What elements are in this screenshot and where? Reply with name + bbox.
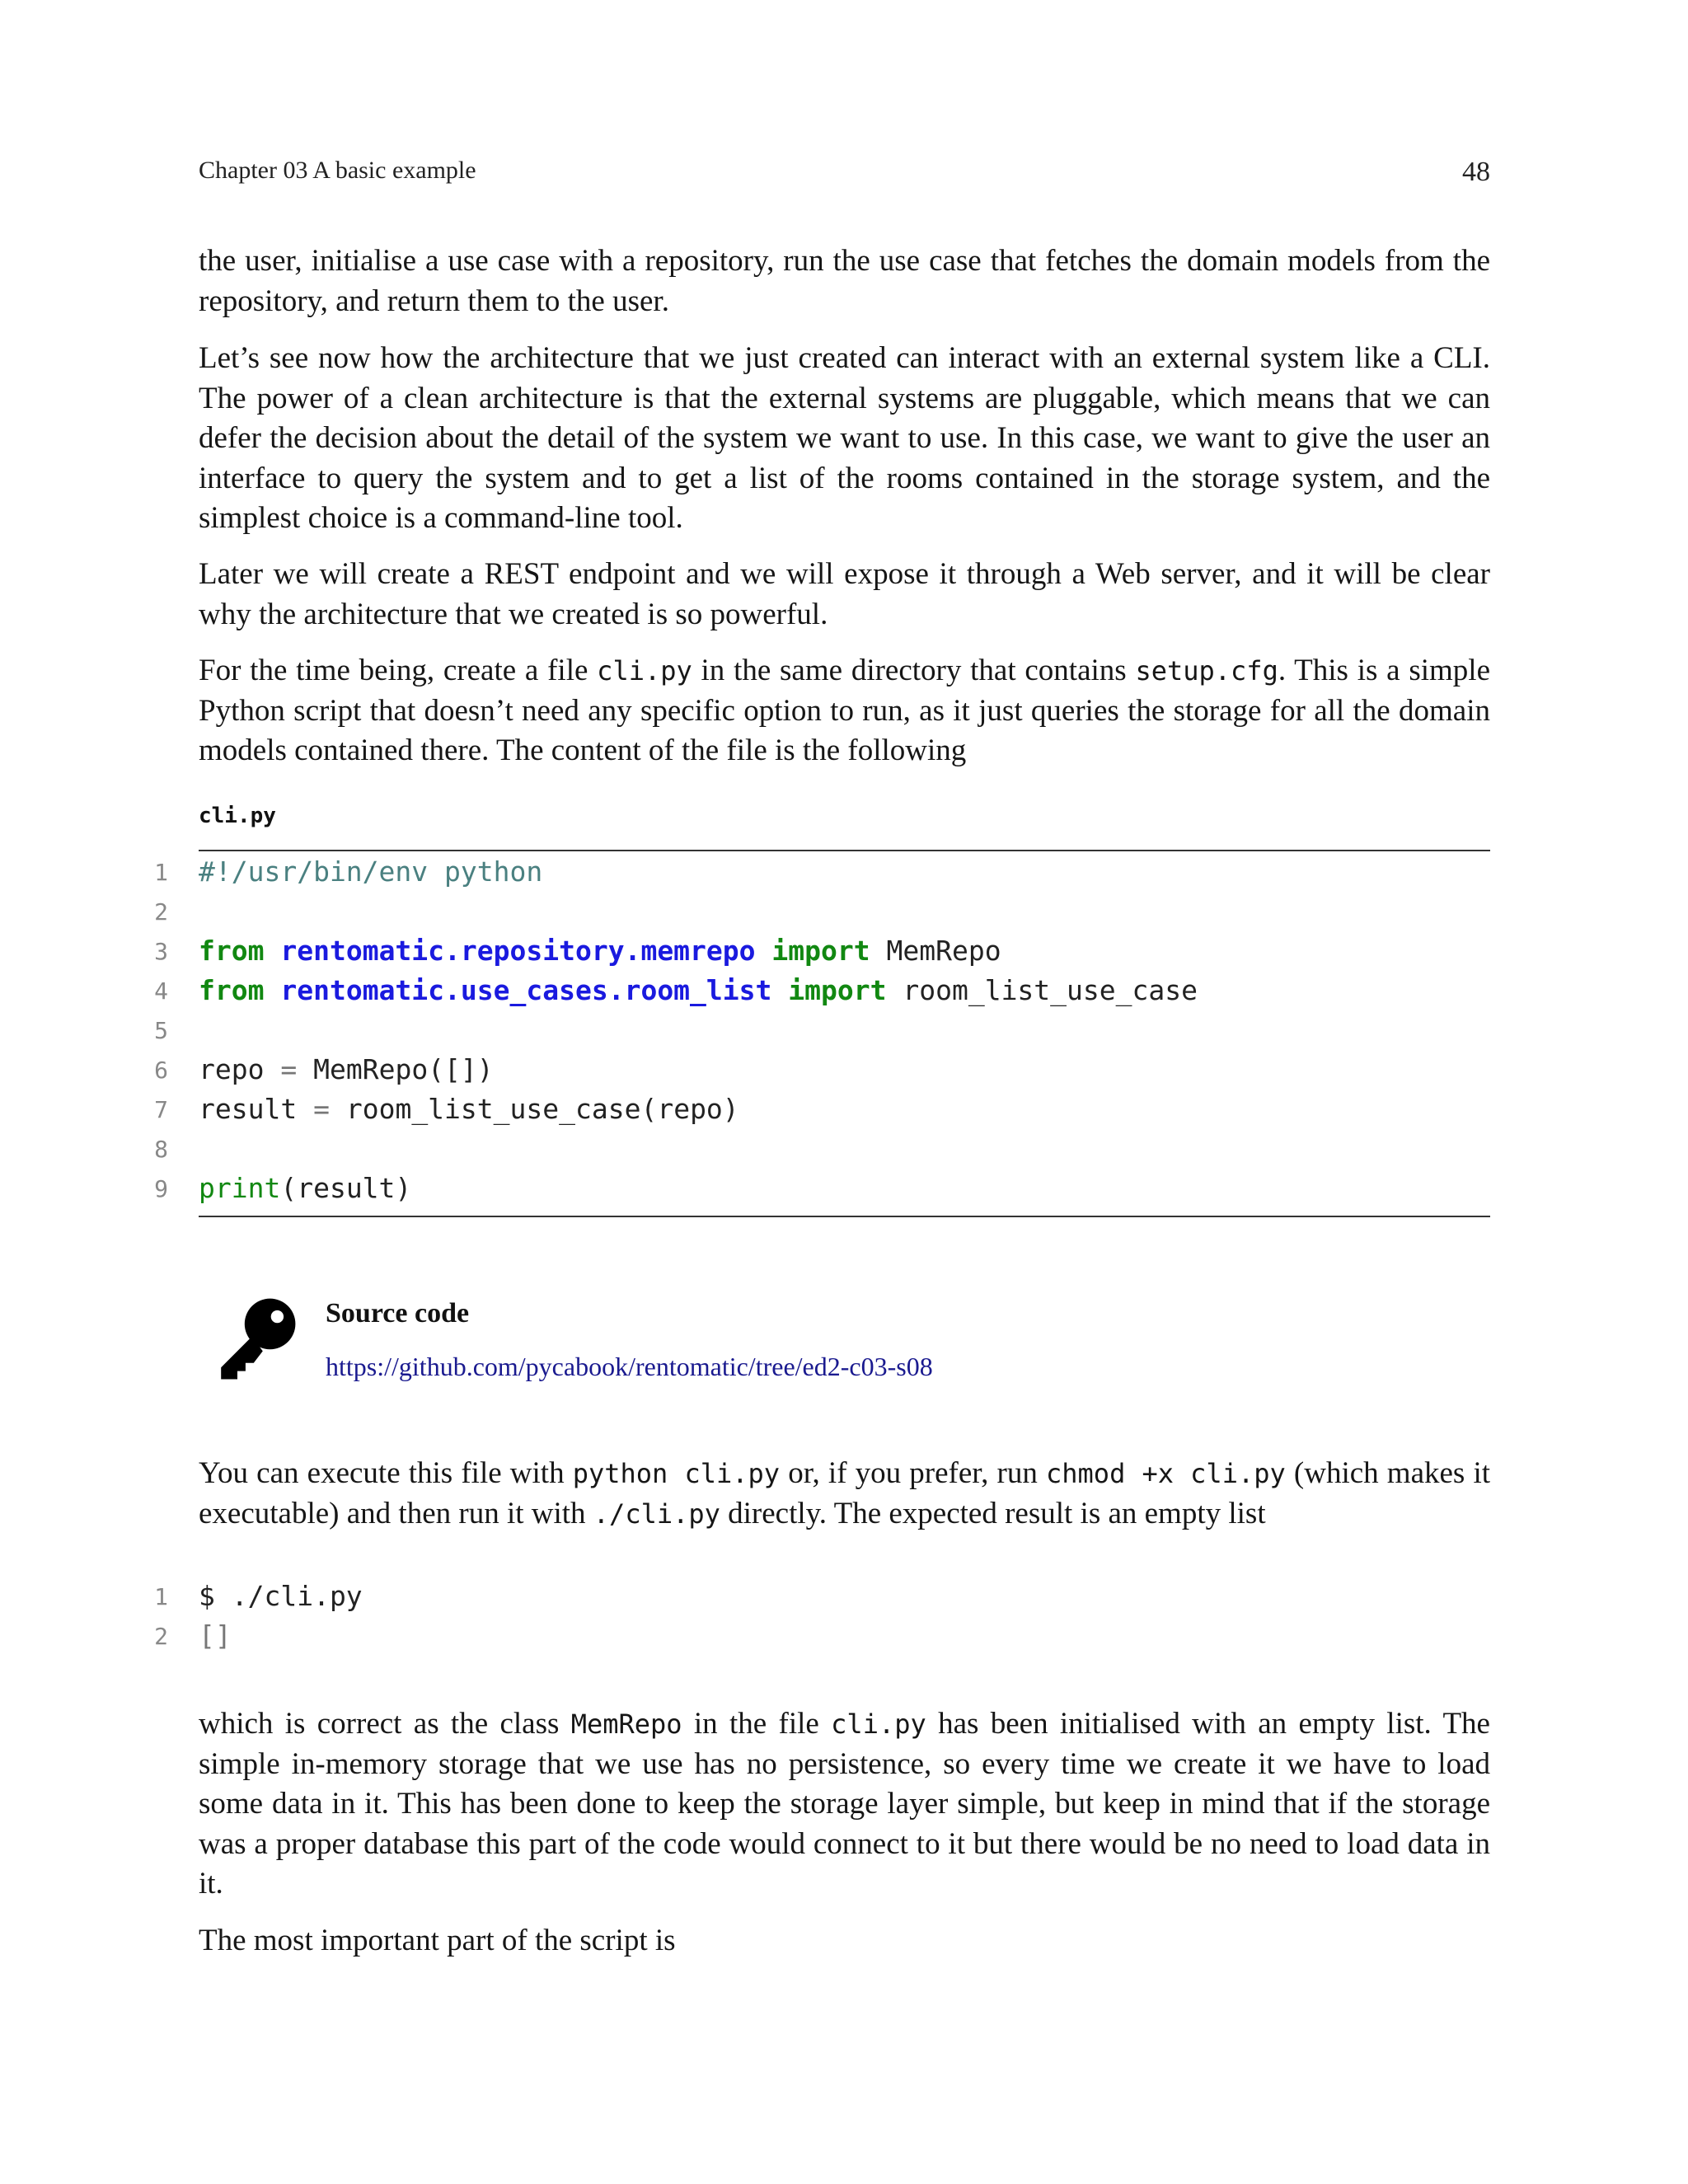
callout-title: Source code [326, 1298, 470, 1329]
paragraph-rest: Later we will create a REST endpoint and we will expose it through a Web server, and it will be clear why the architecture that we created is so powerful. [199, 557, 1490, 631]
line-number: 9 [154, 1175, 168, 1202]
line-number: 5 [154, 1017, 168, 1044]
paragraph-memrepo: which is correct as the class MemRepo in the file cli.py has been initialised with an empty list. The simple in-memory storage that we use has no persistence, so every time we create it we have to load some data in it. This has been done to keep the storage layer simple, but keep in mind that if the storage was a proper database this part of the code would connect to it but there would be no need to load data in it. [199, 1707, 1490, 1900]
line-number: 2 [154, 1623, 168, 1650]
inline-code: cli.py [831, 1708, 926, 1740]
inline-code: python cli.py [572, 1458, 781, 1489]
line-number: 7 [154, 1096, 168, 1123]
code-line [0, 855, 1688, 895]
inline-code: chmod +x cli.py [1046, 1458, 1286, 1489]
paragraph-intro: the user, initialise a use case with a repository, run the use case that fetches the domain models from the repository, and return them to the user. [199, 244, 1490, 318]
code-line: 4 from rentomatic.use_cases.room_list import room_list_use_case [0, 974, 1688, 1014]
paragraph-important: The most important part of the script is [199, 1924, 676, 1957]
code-line: 6 repo = MemRepo([]) [0, 1053, 1688, 1093]
line-number: 3 [154, 938, 168, 965]
inline-code: ./cli.py [593, 1497, 720, 1530]
inline-code: MemRepo [570, 1708, 682, 1740]
inline-code: setup.cfg [1135, 655, 1278, 687]
paragraph-execute: You can execute this file with python cli.py or, if you prefer, run chmod +x cli.py (which makes it executable) and then run it with ./cli.py directly. The expected result is an empty list [199, 1456, 1491, 1530]
code-caption: cli.py [199, 804, 276, 828]
code-top-rule [199, 850, 1490, 851]
code-comment: #!/usr/bin/env python [199, 855, 543, 888]
line-number: 1 [154, 859, 168, 886]
code-line: 3 from rentomatic.repository.memrepo import MemRepo [0, 935, 1688, 974]
paragraph-cli: Let’s see now how the architecture that we just created can interact with an external system like a CLI. The power of a clean architecture is that the external systems are pluggable, which means that we can defer the decision about the detail of the system we want to use. In this case, we want to give the user an interface to query the system and to get a list of the rooms contained in the storage system, and the simplest choice is a command-line tool. [199, 341, 1490, 535]
chapter-title: Chapter 03 A basic example [199, 157, 476, 184]
line-number: 8 [154, 1136, 168, 1163]
inline-code: cli.py [597, 655, 692, 687]
code-line: 7 result = room_list_use_case(repo) [0, 1093, 1688, 1132]
line-number: 4 [154, 977, 168, 1005]
paragraph-create-file: For the time being, create a file cli.py in the same directory that contains setup.cfg. This is a simple Python script that doesn’t need any specific option to run, as it just queries the storage for all the domain models contained there. The content of the file is the following [199, 654, 1490, 767]
code-bottom-rule [199, 1216, 1490, 1217]
line-number: 6 [154, 1057, 168, 1084]
key-icon [210, 1293, 301, 1384]
source-code-callout [199, 1273, 1490, 1413]
line-number: 2 [154, 898, 168, 926]
code-line [0, 1014, 1688, 1053]
code-line [0, 1132, 1688, 1172]
source-code-link[interactable]: https://github.com/pycabook/rentomatic/tree/ed2-c03-s08 [326, 1352, 933, 1381]
code-line: 2 [] [0, 1619, 1688, 1659]
page-number: 48 [1462, 157, 1490, 187]
code-line: 1 $ ./cli.py [0, 1580, 1688, 1619]
running-header [199, 157, 1490, 190]
line-number: 1 [154, 1583, 168, 1610]
code-line [0, 895, 1688, 935]
code-line: 9 print(result) [0, 1172, 1688, 1212]
